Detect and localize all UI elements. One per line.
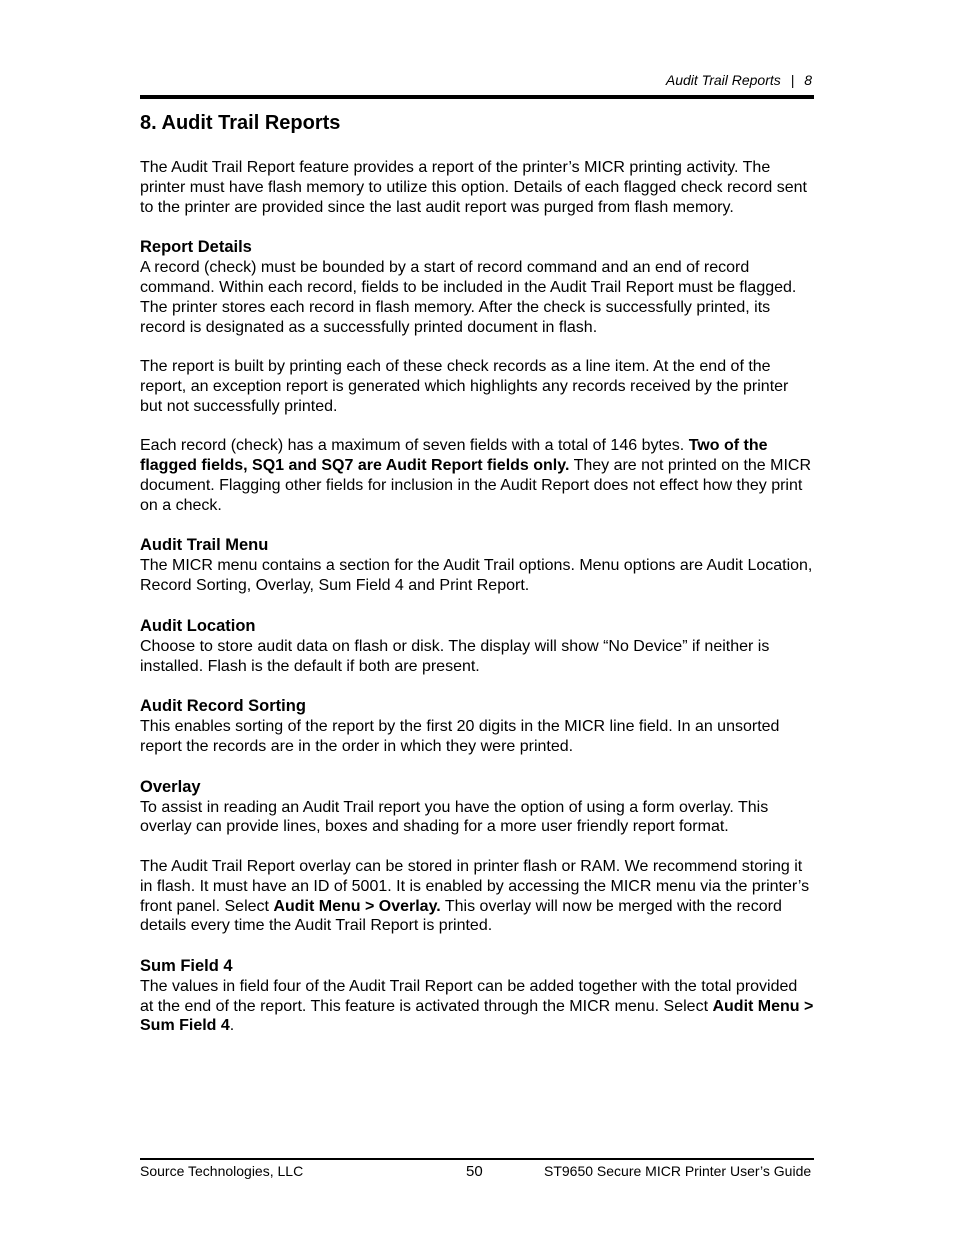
section-heading: Audit Trail Menu bbox=[140, 536, 269, 555]
bold-text: Two of the flagged fields, SQ1 and SQ7 are Audit Report fields only. bbox=[140, 437, 768, 475]
paragraph bbox=[140, 436, 814, 515]
footer-company: Source Technologies, LLC bbox=[140, 1163, 304, 1179]
section-overlay bbox=[140, 777, 814, 937]
section-audit-trail-menu bbox=[140, 535, 814, 596]
section-report-details bbox=[140, 237, 814, 515]
section-heading: Audit Record Sorting bbox=[140, 697, 306, 716]
section-heading: Audit Location bbox=[140, 616, 256, 635]
paragraph: To assist in reading an Audit Trail report you have the option of using a form overlay. This overlay can provide lines, boxes and shading for a more user friendly report format. bbox=[140, 798, 769, 836]
bold-text: Audit Menu > Sum Field 4 bbox=[140, 997, 814, 1035]
section-audit-location bbox=[140, 616, 814, 677]
paragraph bbox=[140, 977, 814, 1036]
text-run: . bbox=[229, 1017, 235, 1035]
chapter-title: 8. Audit Trail Reports bbox=[140, 112, 341, 134]
section-sum-field-4 bbox=[140, 956, 814, 1036]
header-chapter-number: 8 bbox=[804, 72, 812, 88]
text-run: Each record (check) has a maximum of seven fields with a total of 146 bytes. bbox=[140, 437, 689, 455]
running-header bbox=[140, 72, 812, 88]
section-heading: Report Details bbox=[140, 238, 252, 257]
header-separator: | bbox=[790, 72, 795, 88]
paragraph: A record (check) must be bounded by a start of record command and an end of record command. Within each record, fields to be included in the Audit Trail Report must be flagged. The printer stores each record in flash memory. After the check is successfully printed, its record is designated as a successfully printed document in flash. bbox=[140, 259, 797, 336]
bold-text: Audit Menu > Overlay. bbox=[273, 897, 441, 915]
running-title: Audit Trail Reports bbox=[665, 72, 781, 88]
page-body bbox=[140, 158, 814, 1056]
paragraph bbox=[140, 857, 814, 936]
intro-paragraph: The Audit Trail Report feature provides a report of the printer’s MICR printing activity. The printer must have flash memory to utilize this option. Details of each flagged check record sent to the printer are provided since the last audit report was purged from flash memory. bbox=[140, 159, 807, 216]
paragraph: Choose to store audit data on flash or disk. The display will show “No Device” if neither is installed. Flash is the default if both are present. bbox=[140, 637, 770, 675]
text-run: The values in field four of the Audit Trail Report can be added together with the total provided at the end of the report. This feature is activated through the MICR menu. Select bbox=[140, 977, 798, 1015]
section-heading: Overlay bbox=[140, 777, 201, 796]
section-heading: Sum Field 4 bbox=[140, 956, 233, 975]
footer-rule bbox=[140, 1158, 814, 1160]
footer-guide-title: ST9650 Secure MICR Printer User’s Guide bbox=[544, 1163, 812, 1179]
text-run: They are not printed on the MICR document. Flagging other fields for inclusion in the Audit Report does not effect how they print on a check. bbox=[140, 457, 812, 514]
header-rule bbox=[140, 95, 814, 99]
section-audit-record-sorting bbox=[140, 696, 814, 757]
paragraph: The report is built by printing each of these check records as a line item. At the end of the report, an exception report is generated which highlights any records received by the printer but not successfully printed. bbox=[140, 358, 789, 415]
paragraph: The MICR menu contains a section for the Audit Trail options. Menu options are Audit Location, Record Sorting, Overlay, Sum Field 4 and Print Report. bbox=[140, 557, 813, 595]
paragraph: This enables sorting of the report by the first 20 digits in the MICR line field. In an unsorted report the records are in the order in which they were printed. bbox=[140, 718, 780, 755]
text-run: The Audit Trail Report overlay can be stored in printer flash or RAM. We recommend storing it in flash. It must have an ID of 5001. It is enabled by accessing the MICR menu via the printer’s front panel. Select bbox=[140, 857, 810, 915]
footer-page-number: 50 bbox=[466, 1163, 483, 1180]
text-run: This overlay will now be merged with the record details every time the Audit Trail Report is printed. bbox=[140, 897, 782, 935]
